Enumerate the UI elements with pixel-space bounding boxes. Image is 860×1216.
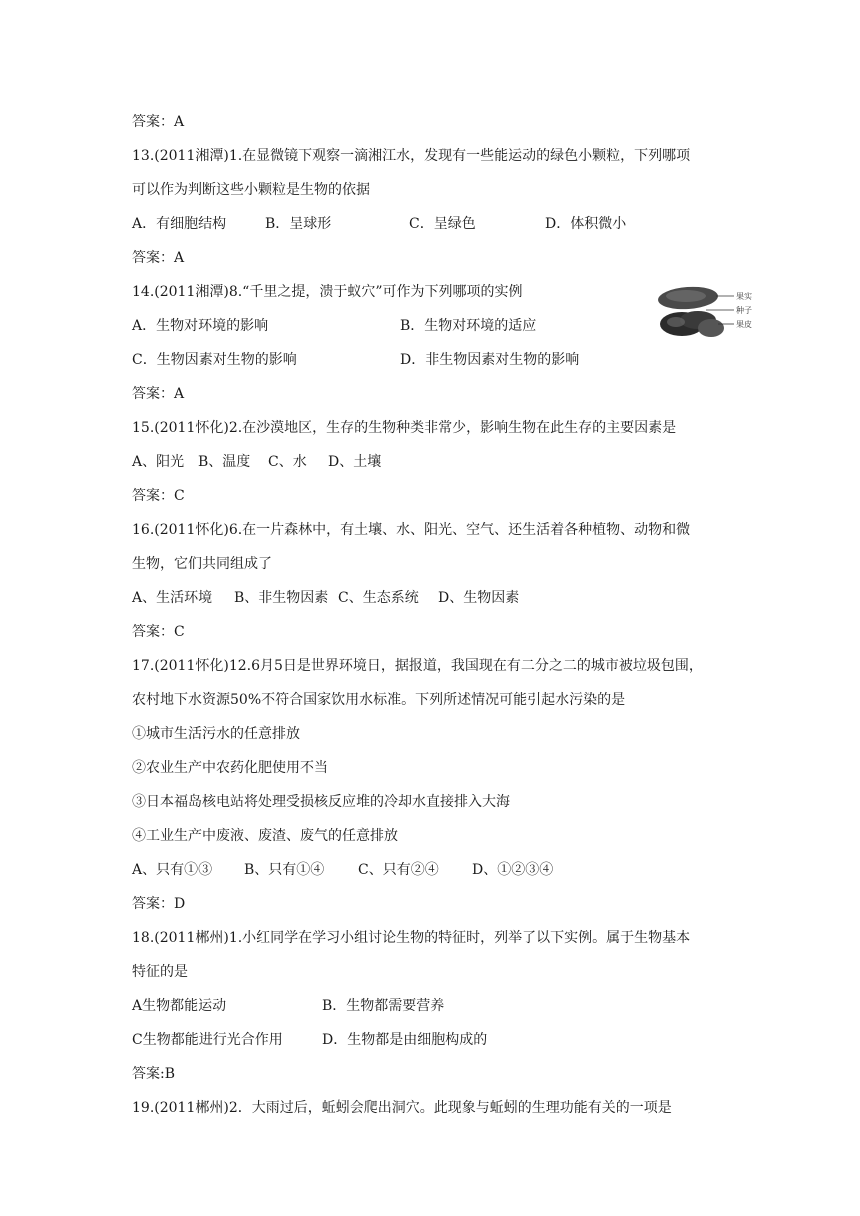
q15-stem: 15.(2011怀化)2.在沙漠地区，生存的生物种类非常少，影响生物在此生存的主要因素是 [132,420,677,436]
answer-14: 答案：A [132,386,185,402]
q15-options [132,452,381,472]
q16-stem-line2: 生物，它们共同组成了 [132,556,272,572]
q16-stem-line1: 16.(2011怀化)6.在一片森林中，有土壤、水、阳光、空气、还生活着各种植物、动物和微 [132,522,691,538]
q17-statement-1: ①城市生活污水的任意排放 [132,726,300,742]
q17-option-d: D、①②③④ [472,862,554,878]
q17-statement-4: ④工业生产中废液、废渣、废气的任意排放 [132,828,398,844]
q14-options-row1 [132,316,536,336]
q18-option-d: D．生物都是由细胞构成的 [322,1032,488,1048]
q17-statement-2: ②农业生产中农药化肥使用不当 [132,760,328,776]
q18-option-a: A生物都能运动 [132,998,227,1014]
q13-stem-line2: 可以作为判断这些小颗粒是生物的依据 [132,182,370,198]
q18-option-c: C生物都能进行光合作用 [132,1032,283,1048]
answer-13: 答案：A [132,250,185,266]
q16-option-b: B、非生物因素 [234,590,329,606]
q16-option-d: D、生物因素 [438,590,520,606]
q14-stem: 14.(2011湘潭)8.“千里之提，溃于蚁穴”可作为下列哪项的实例 [132,284,523,300]
q15-option-d: D、土壤 [328,454,382,470]
answer-12: 答案：A [132,114,185,130]
q17-statement-3: ③日本福岛核电站将处理受损核反应堆的冷却水直接排入大海 [132,794,510,810]
q18-stem-line2: 特征的是 [132,964,188,980]
q13-option-a: A．有细胞结构 [132,216,227,232]
q18-stem-line1: 18.(2011郴州)1.小红同学在学习小组讨论生物的特征时，列举了以下实例。属于生物基本 [132,930,691,946]
q15-option-a: A、阳光 [132,454,185,470]
q14-option-d: D．非生物因素对生物的影响 [400,352,580,368]
q13-option-d: D．体积微小 [545,216,627,232]
q18-option-b: B．生物都需要营养 [322,998,445,1014]
q16-options [132,588,519,608]
q14-option-a: A．生物对环境的影响 [132,318,269,334]
q14-option-b: B．生物对环境的适应 [400,318,537,334]
answer-15: 答案：C [132,488,185,504]
pericarp-label: 果皮 [736,320,752,329]
fruit-label: 果实 [736,292,752,301]
seed-label: 种子 [736,306,752,315]
q17-stem-line1: 17.(2011怀化)12.6月5日是世界环境日，据报道，我国现在有二分之二的城市被垃圾包围， [132,658,703,674]
answer-16: 答案：C [132,624,185,640]
q18-options-row2 [132,1030,487,1050]
q17-option-a: A、只有①③ [132,862,213,878]
q17-option-b: B、只有①④ [244,862,325,878]
q14-option-c: C．生物因素对生物的影响 [132,352,297,368]
q18-options-row1 [132,996,444,1016]
q16-option-c: C、生态系统 [338,590,419,606]
peanut-diagram-icon [656,280,760,344]
q16-option-a: A、生活环境 [132,590,213,606]
q17-options [132,860,553,880]
answer-18: 答案:B [132,1066,176,1082]
q13-stem-line1: 13.(2011湘潭)1.在显微镜下观察一滴湘江水，发现有一些能运动的绿色小颗粒，下列哪项 [132,148,691,164]
q15-option-c: C、水 [268,454,307,470]
answer-17: 答案：D [132,896,186,912]
q17-option-c: C、只有②④ [358,862,439,878]
q13-option-b: B．呈球形 [265,216,332,232]
q13-options [132,214,626,234]
q14-options-row2 [132,350,579,370]
q17-stem-line2: 农村地下水资源50%不符合国家饮用水标准。下列所述情况可能引起水污染的是 [132,692,626,708]
q19-stem: 19.(2011郴州)2．大雨过后，蚯蚓会爬出洞穴。此现象与蚯蚓的生理功能有关的一项是 [132,1100,672,1116]
q15-option-b: B、温度 [198,454,251,470]
q13-option-c: C．呈绿色 [409,216,476,232]
